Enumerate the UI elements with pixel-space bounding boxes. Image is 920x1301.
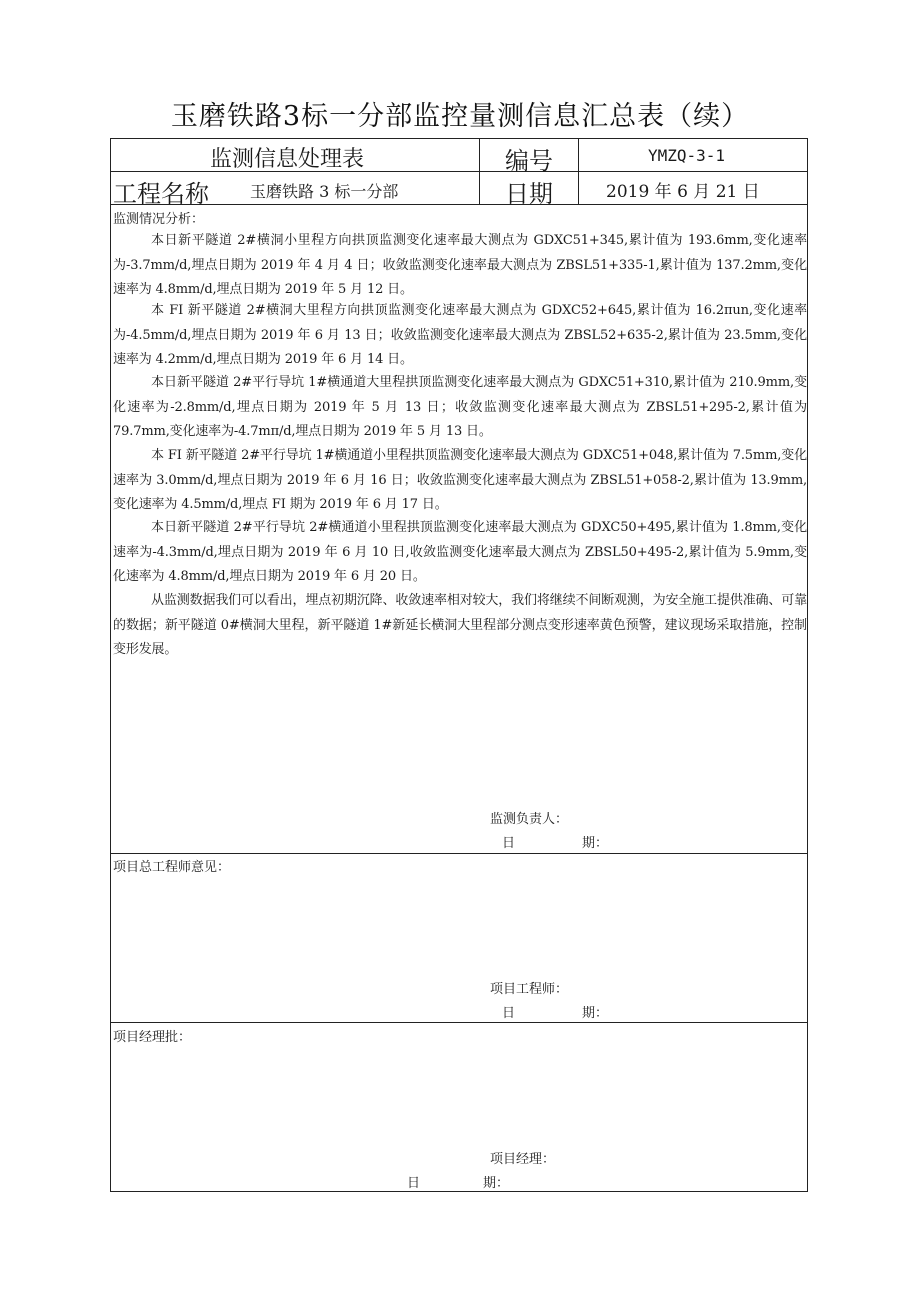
monitor-date-label-ri: 日 (502, 836, 516, 851)
analysis-label: 监测情况分析： (113, 212, 205, 227)
table-name: 监测信息处理表 (210, 147, 365, 172)
manager-signer-label: 项目经理： (490, 1152, 556, 1167)
manager-label: 项目经理批： (113, 1030, 192, 1045)
manager-date-label-ri: 日 (407, 1176, 421, 1191)
date-value: 2019 年 6 月 21 日 (606, 182, 760, 202)
engineer-signer-label: 项目工程师： (490, 982, 569, 997)
document-title: 玉磨铁路3标一分部监控量测信息汇总表（续） (170, 101, 750, 132)
monitor-signer-label: 监测负责人： (490, 812, 569, 827)
date-label: 日期 (505, 180, 553, 208)
row-divider-2 (110, 204, 808, 205)
chief-engineer-label: 项目总工程师意见： (113, 860, 231, 875)
col-divider-2 (578, 138, 579, 204)
col-divider-1 (479, 138, 480, 204)
engineer-date-label-qi: 期： (582, 1006, 609, 1021)
code-value: YMZQ-3-1 (648, 146, 726, 165)
analysis-paragraph: 本日新平隧道 2#横洞小里程方向拱顶监测变化速率最大测点为 GDXC51+345,累计值为 193.6mm,变化速率为-3.7mm/d,埋点日期为 2019 年 4 月 4 日；收敛监测变化速率最大测点为 ZBSL51+335-1,累计值为 137.2mm,变化速率为 4.8mm/d,埋点日期为 2019 年 5 月 12 日。 (113, 233, 807, 297)
project-label: 工程名称 (113, 180, 209, 208)
row-divider-4 (110, 1022, 808, 1023)
project-value: 玉磨铁路 3 标一分部 (250, 182, 399, 201)
analysis-paragraph: 本 FI 新平隧道 2#横洞大里程方向拱顶监测变化速率最大测点为 GDXC52+645,累计值为 16.2πun,变化速率为-4.5mm/d,埋点日期为 2019 年 6 月 13 日；收敛监测变化速率最大测点为 ZBSL52+635-2,累计值为 23.5mm,变化速率为 4.2mm/d,埋点日期为 2019 年 6 月 14 日。 (113, 303, 807, 367)
monitor-date-label-qi: 期： (582, 836, 609, 851)
code-label: 编号 (505, 147, 553, 175)
analysis-paragraph: 本 FI 新平隧道 2#平行导坑 1#横通道小里程拱顶监测变化速率最大测点为 GDXC51+048,累计值为 7.5mm,变化速率为 3.0mm/d,埋点日期为 2019 年 6 月 16 日；收敛监测变化速率最大测点为 ZBSL51+058-2,累计值为 13.9mm,变化速率为 4.5mm/d,埋点 FI 期为 2019 年 6 月 17 日。 (113, 448, 807, 512)
manager-date-label-qi: 期： (483, 1176, 510, 1191)
row-divider-3 (110, 853, 808, 854)
analysis-paragraph: 本日新平隧道 2#平行导坑 2#横通道小里程拱顶监测变化速率最大测点为 GDXC50+495,累计值为 1.8mm,变化速率为-4.3mm/d,埋点日期为 2019 年 6 月 10 日,收敛监测变化速率最大测点为 ZBSL50+495-2,累计值为 5.9mm,变化速率为 4.8mm/d,埋点日期为 2019 年 6 月 20 日。 (113, 520, 807, 584)
analysis-paragraph: 从监测数据我们可以看出，埋点初期沉降、收敛速率相对较大，我们将继续不间断观测，为安全施工提供准确、可靠的数据；新平隧道 0#横洞大里程，新平隧道 1#新延长横洞大里程部分测点变形速率黄色预警，建议现场采取措施，控制变形发展。 (113, 593, 807, 657)
engineer-date-label-ri: 日 (502, 1006, 516, 1021)
analysis-paragraph: 本日新平隧道 2#平行导坑 1#横通道大里程拱顶监测变化速率最大测点为 GDXC51+310,累计值为 210.9mm,变化速率为-2.8mm/d,埋点日期为 2019 年 5 月 13 日；收敛监测变化速率最大测点为 ZBSL51+295-2,累计值为 79.7mm,变化速率为-4.7mπ/d,埋点日期为 2019 年 5 月 13 日。 (113, 375, 807, 439)
